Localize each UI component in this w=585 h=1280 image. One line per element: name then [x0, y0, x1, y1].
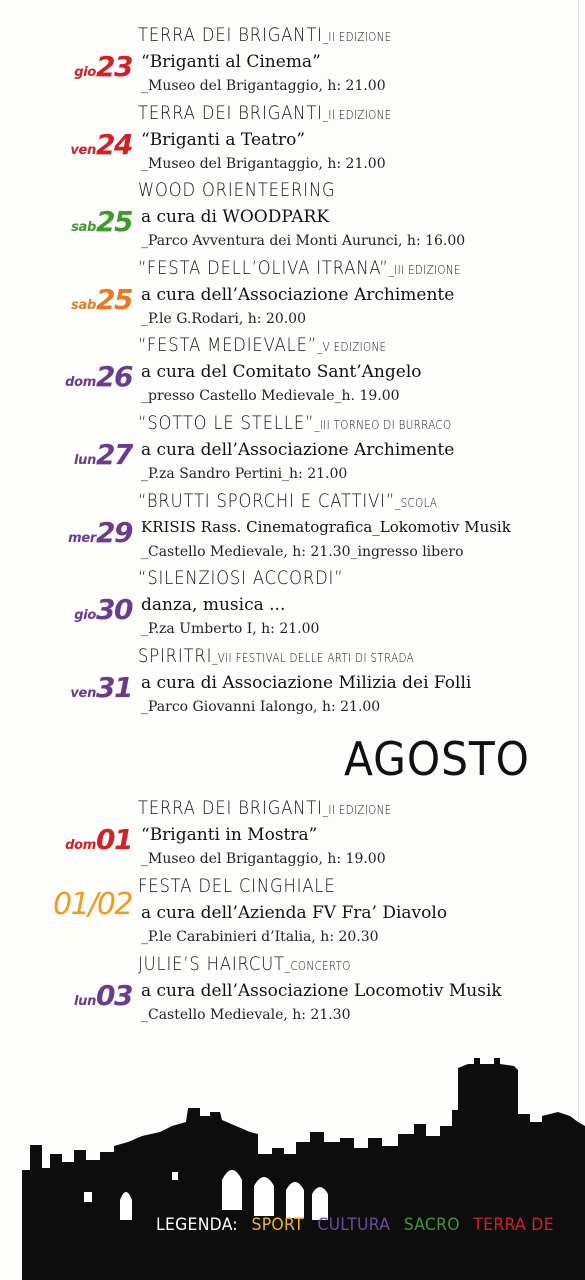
event-title — [138, 24, 392, 46]
event-weekday: dom — [65, 375, 97, 391]
event-title — [138, 567, 344, 589]
event-date — [0, 593, 132, 626]
event-title-edition: _II EDIZIONE — [322, 803, 392, 817]
event-description: “Briganti al Cinema” — [141, 52, 321, 72]
event-title-main: JULIE’S HAIRCUT — [138, 953, 285, 975]
event-title-main: SPIRITRI — [138, 644, 213, 667]
legend-label: LEGENDA: — [156, 1215, 238, 1235]
event-location-time: _Museo del Brigantaggio, h: 21.00 — [141, 155, 386, 172]
event-date — [0, 823, 132, 856]
event-title — [138, 412, 451, 434]
event-day-number: 29 — [96, 515, 132, 549]
event-location-time: _Castello Medievale, h: 21.30 — [141, 1007, 351, 1023]
event-location-time: _Castello Medievale, h: 21.30_ingresso libero — [141, 543, 464, 560]
event-weekday: sab — [71, 220, 97, 236]
event-title — [138, 102, 392, 124]
event-location-time: _P.le G.Rodari, h: 20.00 — [141, 310, 306, 327]
event-description: “Briganti in Mostra” — [141, 825, 318, 845]
event-title — [138, 334, 386, 356]
event-title-main: “SOTTO LE STELLE” — [138, 412, 315, 434]
event-description: a cura dell’Azienda FV Fra’ Diavolo — [141, 903, 448, 923]
event-day-number: 30 — [96, 593, 132, 627]
event-weekday: gio — [74, 65, 97, 80]
event-date — [0, 360, 132, 393]
event-date — [0, 205, 132, 238]
event-title — [138, 875, 336, 897]
event-title — [138, 797, 392, 819]
event-title — [138, 645, 414, 667]
event-description: a cura di Associazione Milizia dei Folli — [141, 672, 472, 693]
event-title-main: TERRA DEI BRIGANTI — [138, 24, 323, 46]
event-title-main: TERRA DEI BRIGANTI — [138, 797, 323, 819]
castle-skyline-silhouette — [22, 1050, 585, 1280]
event-title-main: “BRUTTI SPORCHI E CATTIVI” — [138, 489, 396, 512]
event-location-time: _Museo del Brigantaggio, h: 19.00 — [141, 851, 386, 867]
event-title-main: FESTA DEL CINGHIALE — [138, 875, 336, 897]
event-description: a cura dell’Associazione Archimente — [141, 284, 455, 305]
event-weekday: sab — [71, 297, 97, 313]
month-heading: AGOSTO — [344, 732, 530, 786]
legend-cultura: CULTURA — [317, 1215, 391, 1235]
event-location-time: _Parco Avventura dei Monti Aurunci, h: 16.00 — [141, 233, 466, 250]
event-description: a cura dell’Associazione Locomotiv Musik — [141, 981, 502, 1001]
event-title — [138, 257, 461, 279]
event-day-number: 01/02 — [53, 887, 132, 922]
event-title-edition: _CONCERTO — [284, 959, 351, 973]
event-title-main: “FESTA DELL’OLIVA ITRANA” — [138, 256, 389, 279]
event-title-edition: _III EDIZIONE — [388, 262, 461, 277]
event-day-number: 03 — [96, 979, 132, 1012]
event-day-number: 01 — [96, 823, 132, 856]
event-day-number: 23 — [96, 50, 132, 83]
event-day-number: 31 — [96, 670, 132, 704]
event-title-main: “FESTA MEDIEVALE” — [138, 334, 318, 357]
event-day-number: 27 — [96, 438, 132, 471]
legend — [156, 1215, 562, 1235]
event-weekday: lun — [73, 453, 97, 468]
event-description: a cura di WOODPARK — [141, 207, 330, 228]
legend-sport: SPORT — [251, 1215, 304, 1235]
event-title-main: TERRA DEI BRIGANTI — [138, 101, 323, 124]
event-title-edition: _VII FESTIVAL DELLE ARTI DI STRADA — [212, 650, 415, 665]
event-day-number: 25 — [96, 205, 132, 239]
event-date — [0, 671, 132, 704]
event-location-time: _P.za Sandro Pertini_h: 21.00 — [141, 466, 348, 482]
event-date — [0, 438, 132, 471]
event-weekday: dom — [65, 838, 97, 853]
event-weekday: lun — [73, 994, 97, 1009]
event-day-number: 25 — [96, 282, 132, 316]
event-title-edition: _V EDIZIONE — [317, 340, 387, 355]
legend-sacro: SACRO — [403, 1215, 460, 1235]
event-title-edition: _III TORNEO DI BURRACO — [314, 418, 452, 432]
event-date — [0, 887, 132, 922]
event-day-number: 24 — [96, 127, 132, 161]
event-title-edition: _II EDIZIONE — [322, 30, 392, 44]
event-weekday: gio — [74, 608, 97, 624]
event-description: “Briganti a Teatro” — [141, 129, 306, 150]
event-date — [0, 979, 132, 1012]
event-weekday: ven — [70, 142, 97, 158]
event-title-edition: _SCOLA — [395, 495, 438, 510]
event-title-main: “SILENZIOSI ACCORDI” — [138, 567, 344, 590]
event-date — [0, 283, 132, 316]
event-weekday: mer — [68, 530, 97, 546]
event-description: danza, musica ... — [141, 595, 286, 616]
event-description: a cura del Comitato Sant’Angelo — [141, 362, 422, 383]
event-location-time: _Museo del Brigantaggio, h: 21.00 — [141, 78, 386, 94]
event-title — [138, 179, 336, 201]
event-description: a cura dell’Associazione Archimente — [141, 440, 455, 460]
event-title — [138, 490, 437, 512]
event-location-time: _presso Castello Medievale_h. 19.00 — [141, 388, 400, 405]
event-location-time: _P.za Umberto I, h: 21.00 — [141, 621, 320, 638]
event-title — [138, 953, 351, 975]
event-date — [0, 50, 132, 83]
event-location-time: _P.le Carabinieri d’Italia, h: 20.30 — [141, 929, 379, 945]
event-title-edition: _II EDIZIONE — [322, 107, 392, 122]
event-title-main: WOOD ORIENTEERING — [138, 179, 336, 202]
event-location-time: _Parco Giovanni Ialongo, h: 21.00 — [141, 698, 381, 715]
event-day-number: 26 — [96, 360, 132, 394]
event-date — [0, 128, 132, 161]
event-date — [0, 516, 132, 549]
event-description: KRISIS Rass. Cinematografica_Lokomotiv Musik — [141, 517, 511, 536]
event-weekday: ven — [70, 685, 97, 701]
legend-terra: TERRA DE — [473, 1215, 554, 1235]
